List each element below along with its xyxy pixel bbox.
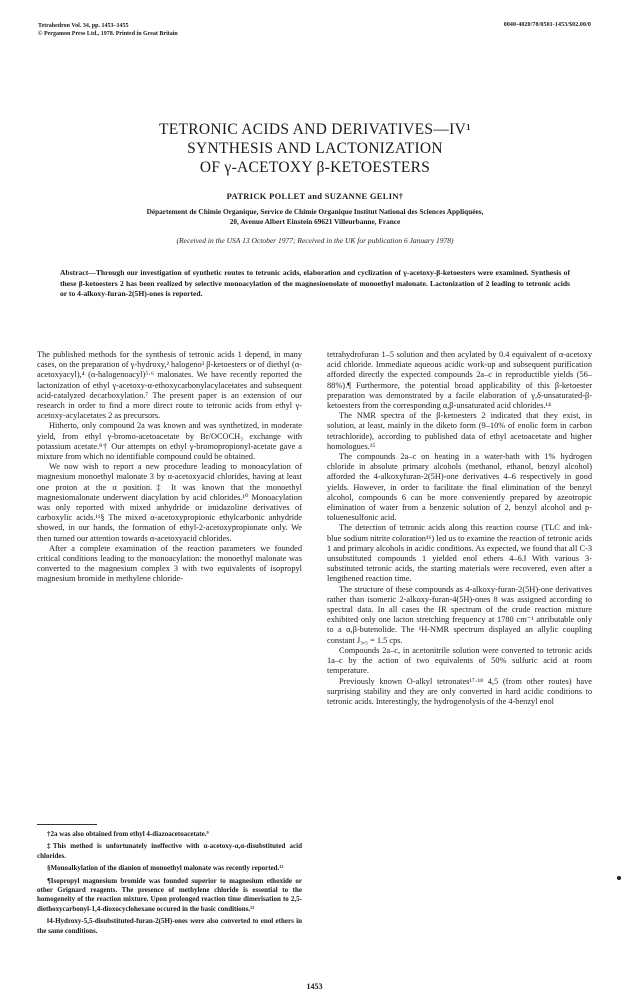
footnote-rule: [37, 824, 97, 825]
body-paragraph: Compounds 2a–c, in acetonitrile solution were converted to tetronic acids 1a–c by the action of two equivalents of 50% sulfuric acid at room temperature.: [327, 645, 592, 676]
body-paragraph: We now wish to report a new procedure leading to monoacylation of magnesium monoethyl malonate 3 by α-acetoxyacid chlorides, having at least one proton at the α position.‡ It was known that the monoethyl magnesiomalonate underwent diacylation by acid chlorides.¹⁰ Monoacylation was only reported with mixed anhydride or imidazoline derivatives of carboxylic acids.¹¹§ The mixed α-acetoxypropionic ethylcarbonic anhydride showed, in our hands, the formation of ethyl-2-acetoxypropionate only. We then turned our attention towards α-acetoxyacid chlorides.: [37, 462, 302, 543]
body-paragraph: The NMR spectra of the β-ketoesters 2 indicated that they exist, in solution, at least, mainly in the diketo form (9–10% of enolic form in carbon tetrachloride), according to published data of ethyl acetoacetate and higher homologues.¹⁵: [327, 411, 592, 451]
footnote: ‡This method is unfortunately ineffective with α-acetoxy-α,α-disubstituted acid chlorides.: [37, 842, 302, 860]
body-paragraph: The detection of tetronic acids along this reaction course (TLC and ink-blue sodium nitrite coloration¹⁶) led us to examine the reaction of tetronic acids 1 and primary alcohols in acidic conditions. As expected, we found that all C-3 unsubstituted compounds 1 yielded enol ethers 4–6.‖ With various 3-substituted tetronic acids, the starting materials were recovered, even after a lengthened reaction time.: [327, 523, 592, 584]
title-line-1: TETRONIC ACIDS AND DERIVATIVES—IV¹: [158, 121, 472, 138]
footnote: ¶Isopropyl magnesium bromide was founded superior to magnesium ethoxide or other Grignard reagents. The presence of methylene chloride is essential to the homogeneity of the reaction mixture. Upon prolonged reaction time dimerisation to 2,5-diethoxycarbonyl-1,4-dioxocyclohexane occured in the basic conditions.¹³: [37, 876, 302, 913]
authors: PATRICK POLLET and SUZANNE GELIN†: [226, 191, 404, 201]
left-column: [37, 350, 302, 585]
body-paragraph: Hitherto, only compound 2a was known and was synthetized, in moderate yield, from ethyl γ-bromo-acetoacetate by Br/OCOCH₃ exchange with potassium acetate.⁸† Our attempts on ethyl γ-bromopropionyl-acetate gave a mixture from which no identifiable compound could be obtained.: [37, 421, 302, 462]
publisher-line: © Pergamon Press Ltd., 1978. Printed in Great Britain: [38, 31, 178, 37]
title-line-3: OF γ-ACETOXY β-KETOESTERS: [199, 159, 431, 176]
journal-header: [38, 22, 178, 38]
received-dates: (Received in the USA 13 October 1977; Received in the UK for publication 6 January 1978): [176, 236, 454, 245]
body-paragraph: After a complete examination of the reaction parameters we founded critical conditions leading to the monoacylation: the monoethyl malonate was converted to the magnesium complex 3 with two equivalents of isopropyl magnesium bromide in methylene chloride-: [37, 543, 302, 584]
page-number: 1453: [306, 982, 323, 991]
body-paragraph: Previously known O-alkyl tetronates¹⁷·¹⁸ 4,5 (from other routes) have surprising stability and they are only converted in hard acidic conditions to tetronic acids. Interestingly, the hydrogenolysis of the 4-benzyl enol: [327, 676, 592, 706]
abstract: Abstract—Through our investigation of synthetic routes to tetronic acids, elaboration and cyclization of γ-acetoxy-β-ketoesters were examined. Synthesis of these β-ketoesters 2 has been realized by selective monoacylation of the magnesioenolate of monoethyl malonate. Lactonization of 2 leading to tetronic acids or to 4-alkoxy-furan-2(5H)-ones is reported.: [60, 268, 570, 299]
footnote: ‖4-Hydroxy-5,5-disubstituted-furan-2(5H)-ones were also converted to enol ethers in the same conditions.: [37, 917, 302, 935]
footnotes: [37, 830, 302, 939]
body-paragraph: The published methods for the synthesis of tetronic acids 1 depend, in many cases, on the preparation of γ-hydroxy,² halogeno³ β-ketoesters or of diethyl (α-acetoxyacyl),⁴ (α-halogenoacyl)⁵·⁶ malonates. We have recently reported the lactonization of ethyl γ-acetoxy-α-ethoxycarbonylacylacetates and subsequent acid-catalyzed decarboxylation.⁷ The present paper is an extension of our research in order to find a more direct route to tetronic acids from ethyl γ-acetoxy-acylacetates 2 as precursors.: [37, 350, 302, 421]
journal-citation: Tetrahedron Vol. 34, pp. 1453–1455: [38, 23, 129, 29]
title-line-2: SYNTHESIS AND LACTONIZATION: [187, 140, 443, 157]
footnote: §Monoalkylation of the dianion of monoethyl malonate was recently reported.¹²: [47, 864, 284, 873]
body-paragraph: tetrahydrofuran 1–5 solution and then acylated by 0.4 equivalent of α-acetoxy acid chloride. Immediate aqueous acidic work-up and subsequent purification afforded directly the expected compounds 2a–c in reproductible yields (56–88%).¶ Furthermore, the potential broad applicability of this β-ketoester preparation was demonstrated by a facile elaboration of γ,δ-unsaturated-β-ketoesters from the corresponding α,β-unsaturated acid chlorides.¹⁴: [327, 350, 592, 411]
affiliation-line-2: 20, Avenue Albert Einstein 69621 Villeurbanne, France: [229, 217, 401, 226]
article-code: 0040-4020/78/0501-1453/$02.00/0: [503, 22, 591, 28]
affiliation-line-1: Département de Chimie Organique, Service de Chimie Organique Institut National des Sciences Appliquées,: [146, 207, 484, 216]
footnote: †2a was also obtained from ethyl 4-diazoacetoacetate.⁹: [47, 830, 209, 838]
title-block: [60, 120, 570, 245]
affiliation: [60, 207, 570, 227]
body-paragraph: The compounds 2a–c on heating in a water-bath with 1% hydrogen chloride in absolute primary alcohols (methanol, ethanol, benzyl alcohol) afforded the 4-alkoxyfuran-2(5H)-one derivatives 4–6 respectively in good yields. However, in order to facilitate the final elimination of the benzyl alcohol, compounds 6 can be more conveniently prepared by azeotropic elimination of water from a benzenic solution of 2, benzyl alcohol and p-toluenesulfonic acid.: [327, 452, 592, 523]
right-column: [327, 350, 592, 707]
body-paragraph: The structure of these compounds as 4-alkoxy-furan-2(5H)-one derivatives rather than isomeric 2-alkoxy-furan-4(5H)-ones 8 was assigned according to spectral data. In all cases the IR spectrum of the crude reaction mixture exhibited only one lacton stretching frequency at 1780 cm⁻¹ attributable only to a α,β-butenolide. The ¹H-NMR spectrum displayed an allylic coupling constant J₃,₅ = 1.5 cps.: [327, 584, 592, 645]
margin-dot: [617, 876, 621, 880]
